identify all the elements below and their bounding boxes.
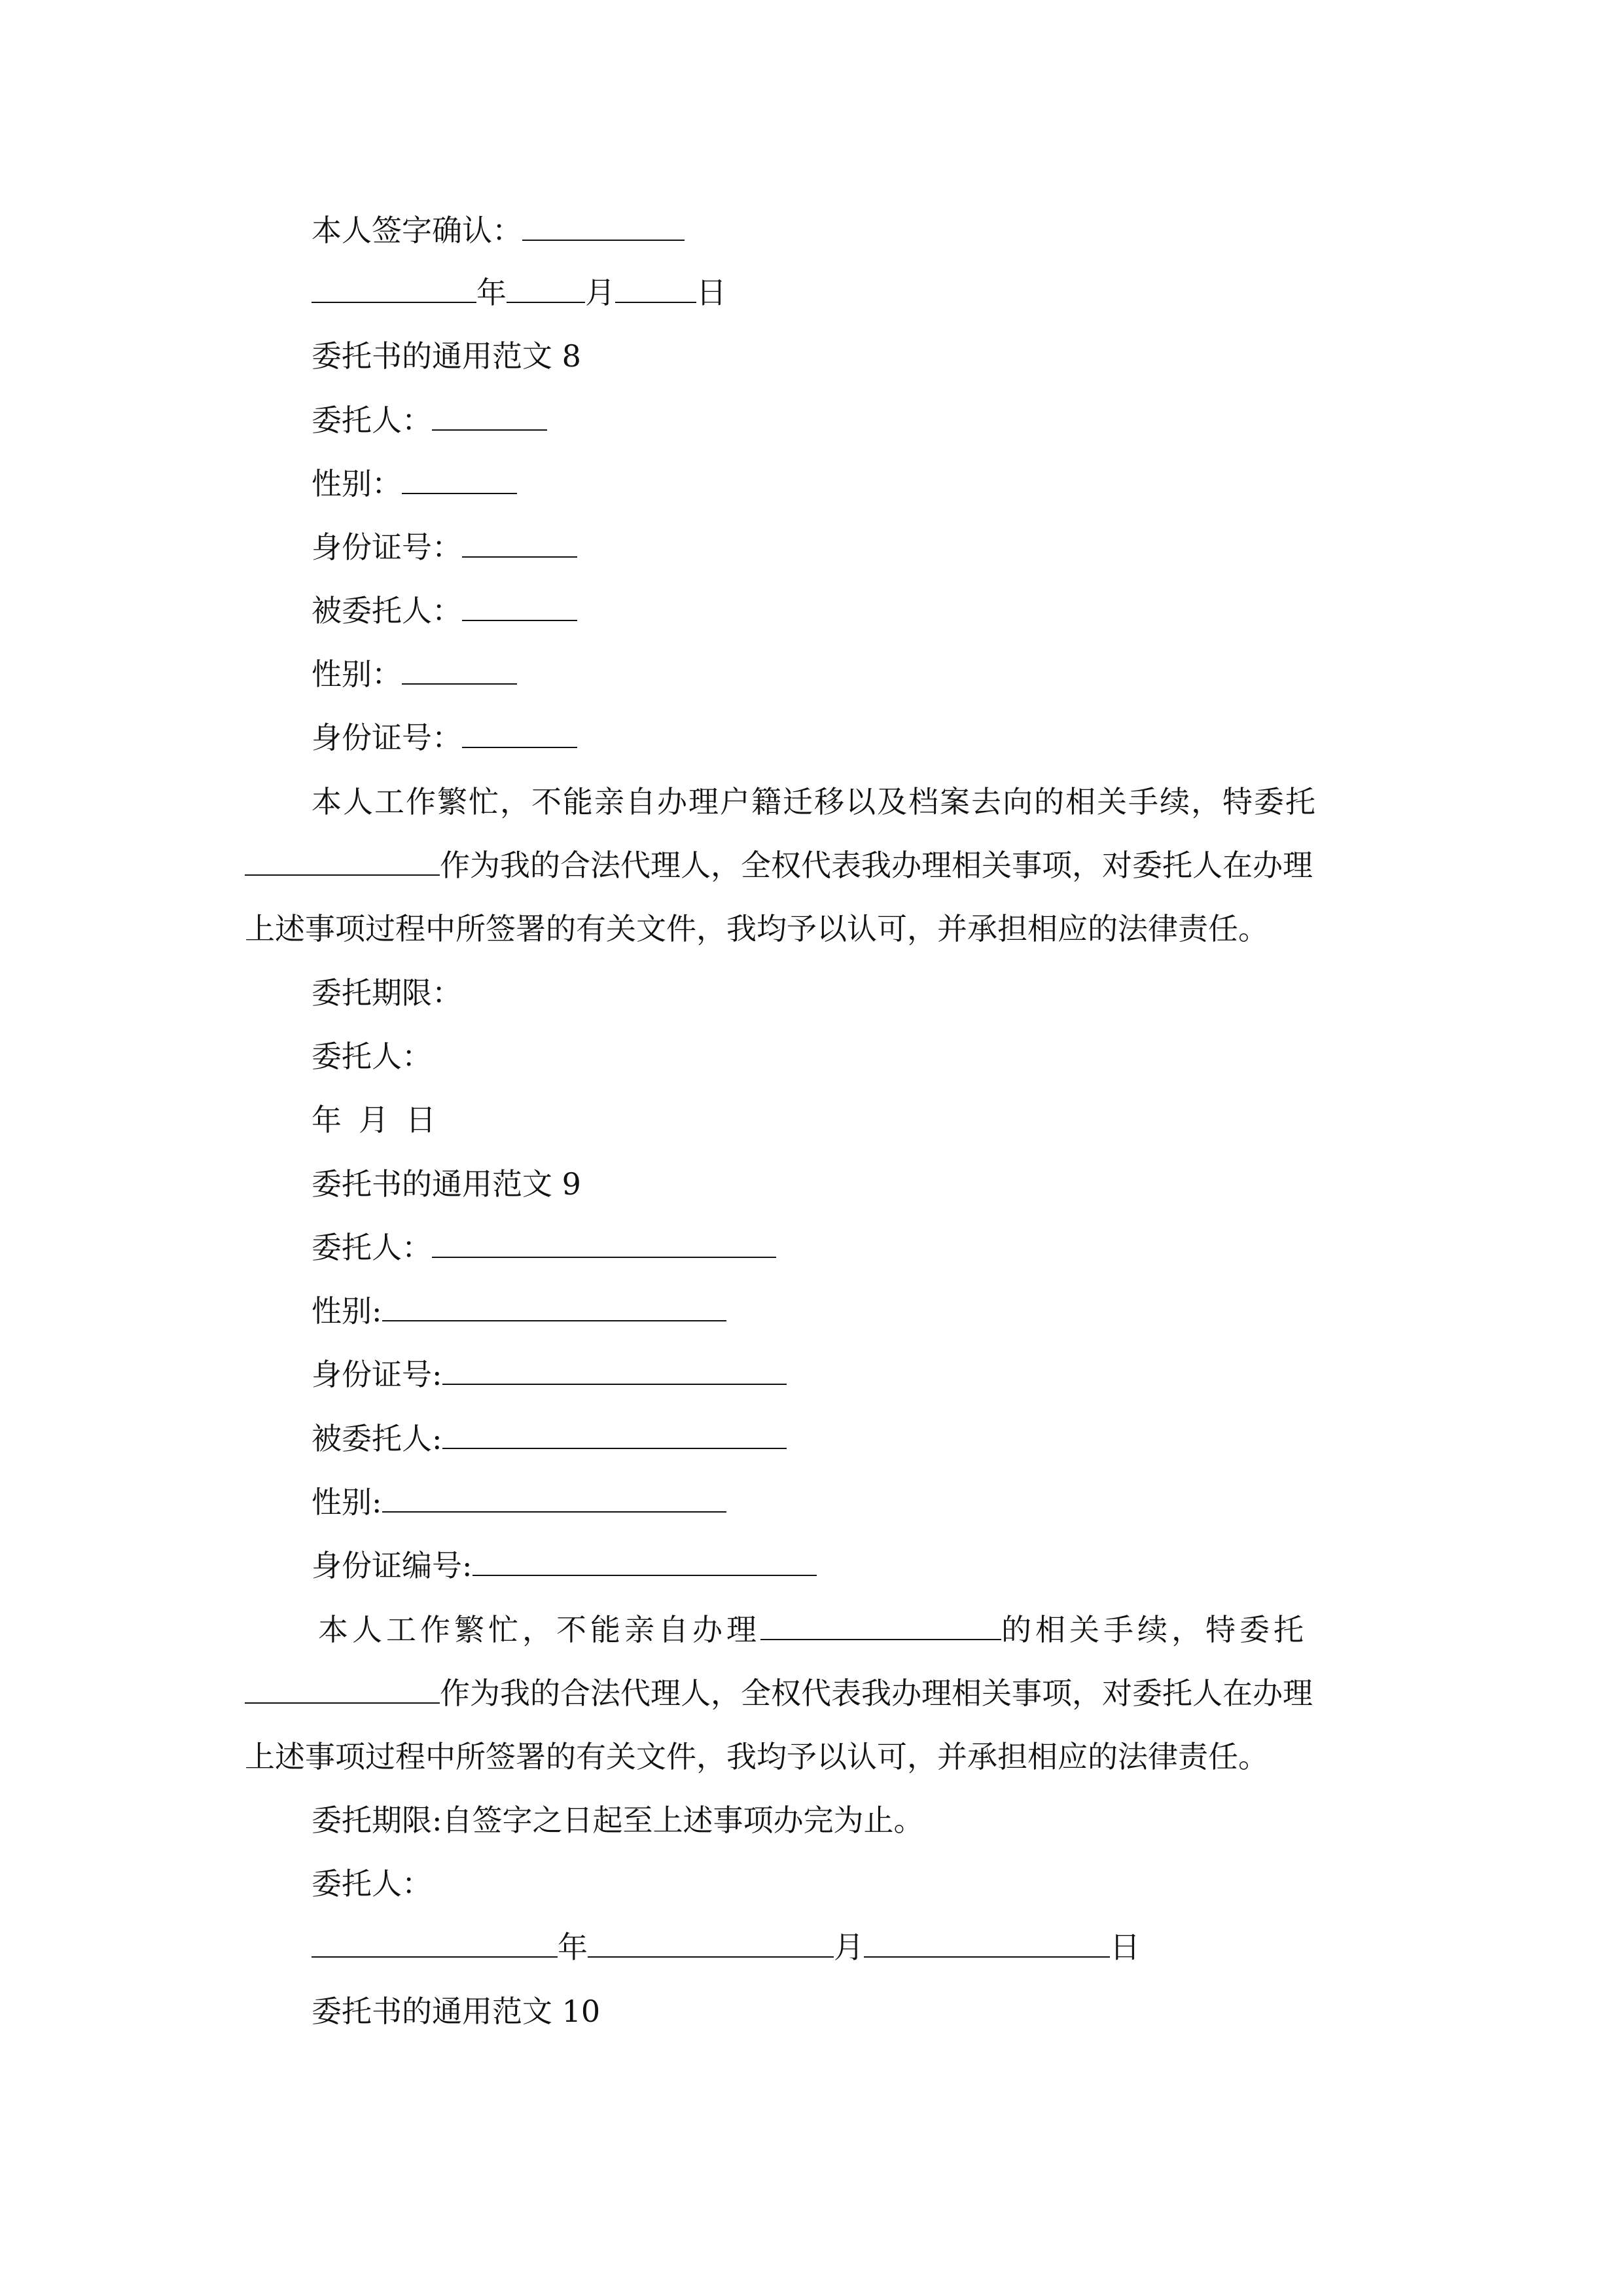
sec9-principal-line: [312, 1228, 776, 1267]
sec9-date-line: [312, 1928, 1140, 1967]
id-blank[interactable]: [442, 1355, 787, 1385]
gender2-blank[interactable]: [402, 655, 517, 685]
sec8-gender2-line: [312, 655, 517, 694]
body-line2-text: 作为我的合法代理人，全权代表我办理相关事项，对委托人在办理: [440, 1676, 1313, 1711]
agent-label: 被委托人：: [312, 593, 462, 628]
sec8-agent-line: [312, 591, 577, 630]
body-line2-text: 作为我的合法代理人，全权代表我办理相关事项，对委托人在办理: [440, 848, 1313, 883]
gender-blank[interactable]: [402, 464, 517, 494]
sign-blank[interactable]: [522, 211, 685, 241]
sec8-body-line3: 上述事项过程中所签署的有关文件，我均予以认可，并承担相应的法律责任。: [245, 911, 1268, 946]
sign-confirm-line: [312, 211, 685, 250]
month-blank[interactable]: [588, 1928, 834, 1958]
year-blank[interactable]: [312, 273, 476, 303]
principal-blank[interactable]: [432, 401, 547, 431]
sec8-gender-line: [312, 464, 517, 503]
body-line1-head: 本人工作繁忙，不能亲自办理: [318, 1612, 760, 1647]
gender-blank[interactable]: [382, 1291, 726, 1321]
sec8-heading: 委托书的通用范文 8: [312, 338, 581, 374]
id-label: 身份证号:: [312, 1357, 442, 1392]
sec8-term-label: 委托期限：: [312, 975, 462, 1011]
principal-label: 委托人：: [312, 1230, 432, 1265]
month-blank[interactable]: [507, 273, 585, 303]
id2-blank[interactable]: [473, 1546, 817, 1576]
agent-blank[interactable]: [442, 1419, 787, 1449]
day-label: 日: [696, 275, 726, 310]
date-day: 日: [406, 1102, 436, 1138]
id2-label: 身份证号：: [312, 720, 462, 755]
sec9-signer-label: 委托人：: [312, 1866, 432, 1901]
gender2-blank[interactable]: [382, 1482, 726, 1513]
month-label: 月: [834, 1929, 864, 1965]
body-line1-tail: 的相关手续，特委托: [1001, 1612, 1308, 1647]
agent-blank[interactable]: [462, 591, 577, 621]
sec9-term-text: 委托期限:自签字之日起至上述事项办完为止。: [312, 1803, 924, 1838]
sec8-signer-label: 委托人：: [312, 1039, 432, 1074]
sec9-body-line3: 上述事项过程中所签署的有关文件，我均予以认可，并承担相应的法律责任。: [245, 1739, 1268, 1774]
sec9-agent-line: [312, 1419, 787, 1458]
id2-label: 身份证编号:: [312, 1548, 473, 1583]
sec10-heading: 委托书的通用范文 10: [312, 1994, 601, 2029]
day-label: 日: [1110, 1929, 1140, 1965]
sec9-id2-line: [312, 1546, 817, 1585]
agent-label: 被委托人:: [312, 1421, 442, 1456]
sec8-id-line: [312, 528, 577, 567]
id2-blank[interactable]: [462, 718, 577, 748]
sec9-heading: 委托书的通用范文 9: [312, 1166, 581, 1202]
agent-name-blank[interactable]: [245, 1674, 440, 1704]
id-label: 身份证号：: [312, 529, 462, 565]
sec9-id-line: [312, 1355, 787, 1394]
sec9-gender-line: [312, 1291, 726, 1331]
year-label: 年: [476, 275, 507, 310]
year-blank[interactable]: [312, 1928, 558, 1958]
sec9-body-line1: [318, 1610, 1308, 1649]
sec8-id2-line: [312, 718, 577, 757]
sign-confirm-label: 本人签字确认：: [312, 213, 522, 248]
gender-label: 性别:: [312, 1293, 382, 1329]
agent-name-blank[interactable]: [245, 846, 440, 876]
month-label: 月: [585, 275, 615, 310]
matter-blank[interactable]: [760, 1610, 1001, 1640]
date-month: 月: [359, 1102, 389, 1138]
sec9-gender2-line: [312, 1482, 726, 1522]
sec8-body-line1: 本人工作繁忙，不能亲自办理户籍迁移以及档案去向的相关手续，特委托: [312, 784, 1317, 819]
gender2-label: 性别:: [312, 1484, 382, 1520]
sec8-date-line: [312, 1100, 436, 1139]
gender-label: 性别：: [312, 466, 402, 501]
day-blank[interactable]: [615, 273, 696, 303]
sign-date-line: [312, 273, 726, 312]
id-blank[interactable]: [462, 528, 577, 558]
sec9-body-line2: [245, 1674, 1313, 1713]
principal-blank[interactable]: [432, 1228, 776, 1258]
gender2-label: 性别：: [312, 656, 402, 692]
principal-label: 委托人：: [312, 403, 432, 438]
sec8-body-line2: [245, 846, 1313, 885]
sec8-principal-line: [312, 401, 547, 440]
date-year: 年: [312, 1102, 342, 1138]
year-label: 年: [558, 1929, 588, 1965]
day-blank[interactable]: [864, 1928, 1110, 1958]
